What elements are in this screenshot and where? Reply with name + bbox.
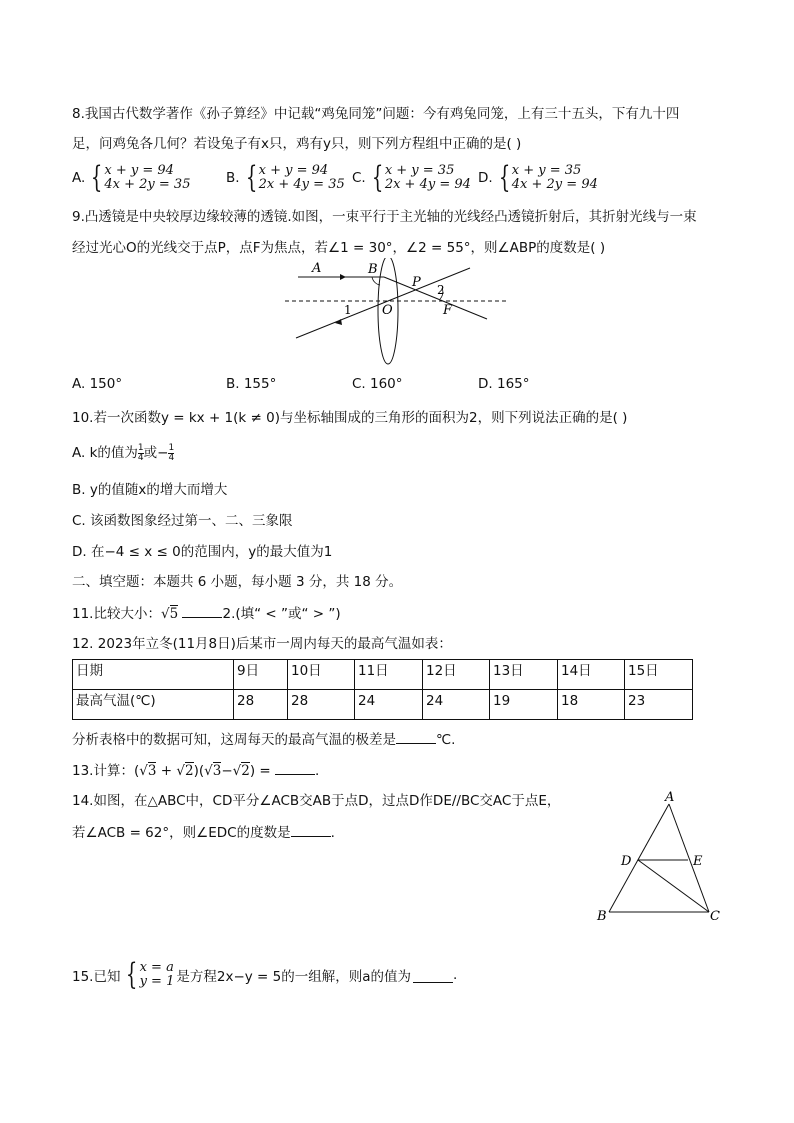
q13-text: ) = (249, 763, 275, 779)
q8-option-d[interactable] (478, 160, 598, 195)
radicand: 3 (147, 763, 157, 779)
q13-text: . (315, 763, 320, 779)
option-text: A. k的值为 (72, 445, 138, 461)
q15-prefix: 15.已知 (72, 969, 121, 985)
section-heading: 二、填空题：本题共 6 小题，每小题 3 分，共 18 分。 (72, 574, 403, 590)
table-cell: 11日 (355, 660, 423, 690)
q15-suffix: 是方程2x−y = 5的一组解，则a的值为 (176, 969, 411, 985)
sqrt-icon: √ (204, 763, 213, 779)
equation: 4x + 2y = 35 (104, 177, 191, 192)
radicand: 2 (184, 763, 194, 779)
equation: 2x + 4y = 94 (384, 177, 471, 192)
label-f: F (443, 303, 453, 318)
sqrt-icon: √ (160, 606, 170, 622)
q11-prefix: 11.比较大小： (72, 606, 161, 622)
q14-text: . (330, 825, 335, 841)
label-2: 2 (437, 283, 445, 297)
side-ac (669, 804, 709, 912)
table-cell: 18 (558, 690, 625, 720)
q10-stem: 10.若一次函数y = kx + 1(k ≠ 0)与坐标轴围成的三角形的面积为2，则下列说法正确的是( ) (72, 410, 628, 426)
table-row (73, 690, 693, 720)
label-e: E (693, 854, 703, 869)
q14-stem-line2 (72, 822, 335, 843)
label-o: O (382, 303, 393, 318)
equation: x + y = 94 (258, 163, 329, 178)
q13 (72, 760, 319, 781)
q9-stem-line1: 9.凸透镜是中央较厚边缘较薄的透镜.如图，一束平行于主光轴的光线经凸透镜折射后，其折射光线与一束 (72, 209, 697, 225)
q9-stem-line2: 经过光心O的光线交于点P，点F为焦点，若∠1 = 30°，∠2 = 55°，则∠ABP的度数是( ) (72, 240, 606, 256)
fraction: $\frac{1}{4}$ (168, 442, 175, 463)
sqrt-icon: √ (232, 763, 242, 779)
equation: y = 1 (139, 974, 175, 989)
answer-blank[interactable] (275, 760, 315, 775)
table-cell: 10日 (288, 660, 355, 690)
label-p: P (412, 275, 421, 290)
equation: x + y = 35 (511, 163, 582, 178)
sqrt-icon: √ (176, 763, 185, 779)
fraction: $\frac{1}{4}$ (137, 442, 144, 463)
q14-text: 若∠ACB = 62°，则∠EDC的度数是 (72, 825, 291, 841)
q8-option-c[interactable] (352, 160, 471, 195)
brace-icon: { (498, 160, 510, 195)
equation: x = a (139, 960, 174, 975)
brace-icon: { (126, 957, 138, 992)
temperature-table (72, 659, 693, 720)
table-cell: 19 (490, 690, 558, 720)
q10-option-c[interactable]: C. 该函数图象经过第一、二、三象限 (72, 513, 293, 529)
operator: + (156, 763, 177, 779)
q9-option-c[interactable]: C. 160° (352, 376, 403, 392)
q11 (72, 603, 341, 624)
answer-blank[interactable] (291, 822, 331, 837)
q8-stem-line1: 8.我国古代数学著作《孙子算经》中记载“鸡兔同笼”问题：今有鸡兔同笼，上有三十五头，下有九十四 (72, 106, 680, 122)
q15-end: . (453, 967, 458, 983)
answer-blank[interactable] (182, 603, 222, 618)
option-label: C. (352, 170, 366, 186)
q11-suffix: 2.(填“ < ”或“ > ”) (222, 606, 341, 622)
label-c: C (710, 909, 720, 924)
q10-option-a[interactable] (72, 443, 174, 463)
q10-option-d[interactable]: D. 在−4 ≤ x ≤ 0的范围内，y的最大值为1 (72, 544, 333, 560)
q14-stem-line1: 14.如图，在△ABC中，CD平分∠ACB交AB于点D，过点D作DE//BC交AC于点E， (72, 793, 561, 809)
table-cell: 24 (423, 690, 490, 720)
radicand: 2 (241, 763, 250, 779)
q12-prefix: 分析表格中的数据可知，这周每天的最高气温的极差是 (72, 732, 396, 748)
table-cell: 24 (355, 690, 423, 720)
table-cell: 13日 (490, 660, 558, 690)
lens-diagram (280, 258, 520, 373)
q8-stem-line2: 足，问鸡兔各几何？若设兔子有x只，鸡有y只，则下列方程组中正确的是( ) (72, 136, 522, 152)
radicand: 5 (169, 606, 179, 622)
equation: x + y = 94 (104, 163, 174, 178)
q13-text: )( (193, 763, 205, 779)
answer-blank[interactable] (413, 968, 453, 983)
answer-blank[interactable] (396, 729, 436, 744)
table-cell: 28 (288, 690, 355, 720)
q15 (72, 957, 459, 992)
table-cell: 9日 (234, 660, 288, 690)
label-a: A (665, 790, 675, 805)
table-cell: 28 (234, 690, 288, 720)
label-1: 1 (344, 303, 352, 317)
q12-suffix: ℃. (436, 732, 456, 748)
table-cell: 14日 (558, 660, 625, 690)
equation: x + y = 35 (384, 163, 455, 178)
label-b: B (597, 909, 607, 924)
q9-option-a[interactable]: A. 150° (72, 376, 123, 392)
ray-bf (384, 277, 487, 319)
q12-stem: 12. 2023年立冬(11月8日)后某市一周内每天的最高气温如表： (72, 636, 452, 652)
brace-icon: { (91, 160, 103, 195)
label-a: A (312, 261, 322, 276)
brace-icon: { (245, 160, 257, 195)
operator: − (221, 763, 233, 779)
table-cell: 日期 (73, 660, 234, 690)
option-text: 或− (143, 445, 169, 461)
label-d: D (621, 854, 632, 869)
table-cell: 23 (625, 690, 693, 720)
side-ab (609, 804, 669, 912)
table-cell: 最高气温(℃) (73, 690, 234, 720)
table-cell: 12日 (423, 660, 490, 690)
option-label: B. (226, 170, 240, 186)
q9-option-b[interactable]: B. 155° (226, 376, 277, 392)
q9-option-d[interactable]: D. 165° (478, 376, 530, 392)
arrow-icon (340, 274, 346, 280)
brace-icon: { (371, 160, 383, 195)
table-cell: 15日 (625, 660, 693, 690)
q8-option-a[interactable] (72, 160, 191, 195)
q10-option-b[interactable]: B. y的值随x的增大而增大 (72, 482, 228, 498)
label-b: B (368, 262, 378, 277)
q12-question (72, 729, 455, 750)
sqrt-icon: √ (139, 763, 148, 779)
option-label: D. (478, 170, 493, 186)
q13-text: 13.计算：( (72, 763, 140, 779)
option-label: A. (72, 170, 86, 186)
radicand: 3 (212, 763, 222, 779)
equation: 2x + 4y = 35 (258, 177, 345, 192)
table-row (73, 660, 693, 690)
q8-option-b[interactable] (226, 160, 345, 195)
equation: 4x + 2y = 94 (511, 177, 598, 192)
triangle-diagram (592, 790, 728, 926)
